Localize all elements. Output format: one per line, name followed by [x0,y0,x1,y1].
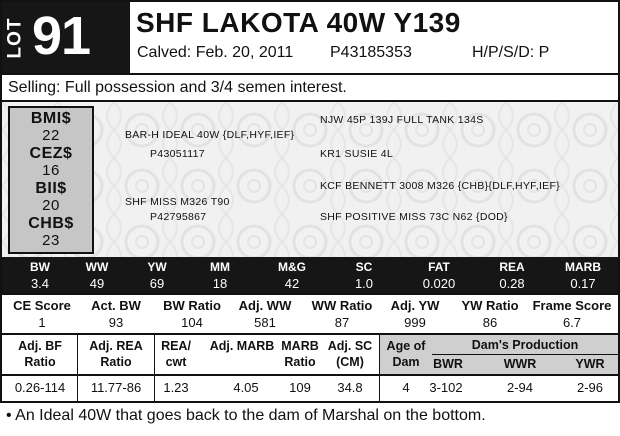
header-line: Adj. REA [89,339,143,353]
actual-adj-ww [230,295,300,331]
value-adj-marb: 4.05 [233,380,259,395]
epd-label: M&G [278,260,306,274]
header-line: Adj. MARB [209,339,275,353]
header-line: Ratio [284,355,316,369]
index-panel [8,106,94,254]
carcass-table [2,335,618,403]
header-bwr: BWR [433,357,463,371]
actual-value: 104 [181,315,203,330]
epd-marb [551,257,615,291]
actual-label: YW Ratio [461,298,519,313]
pedigree-dam: SHF MISS M326 T90 [125,196,230,208]
epd-label: SC [355,260,373,274]
epd-value: 3.4 [30,276,50,291]
pedigree-sire-dam: KR1 SUSIE 4L [320,148,394,160]
footnote: • An Ideal 40W that goes back to the dam of Marshal on the bottom. [6,407,486,424]
value-bwr: 3-102 [429,380,463,395]
epd-value: 42 [284,276,300,291]
epd-value: 0.020 [422,276,456,291]
pedigree-sire-reg: P43051117 [150,148,205,160]
lot-label: LOT [4,17,25,58]
actual-label: WW Ratio [311,298,373,313]
actual-label: Adj. YW [390,298,440,313]
header-adj-marb [207,338,277,354]
header-rea-cwt [156,338,196,370]
value-age-of-dam: 4 [402,380,410,395]
actual-value: 93 [108,315,124,330]
index-label-chb: CHB$ [28,215,74,232]
value-rea-cwt: 1.23 [163,380,189,395]
registration-number: P43185353 [330,44,412,61]
lot-box [2,2,130,73]
epd-label: MM [210,260,230,274]
index-value-bii: 20 [42,197,60,214]
header-line: (CM) [336,355,364,369]
epd-label: BW [30,260,50,274]
actual-label: Adj. WW [238,298,292,313]
calved-date: Calved: Feb. 20, 2011 [137,44,294,61]
selling-terms: Selling: Full possession and 3/4 semen interest. [2,75,618,102]
epd-value: 0.28 [499,276,525,291]
actual-value: 581 [254,315,276,330]
actual-value: 999 [404,315,426,330]
lot-label-wrap [4,6,26,69]
value-adj-sc: 34.8 [337,380,363,395]
animal-name: SHF LAKOTA 40W Y139 [136,7,461,38]
actual-adj-yw [382,295,448,331]
value-adj-rea: 11.77-86 [90,380,142,395]
header-line: Ratio [24,355,56,369]
actual-value: 86 [482,315,498,330]
epd-mg [260,257,324,291]
epd-label: REA [499,260,525,274]
epd-label: YW [147,260,167,274]
actual-ww-ratio [304,295,380,331]
pedigree-panel [2,102,618,257]
header-adj-sc [324,338,376,370]
header-marb-ratio [278,338,322,370]
header-dams-production: Dam's Production [471,338,579,352]
epd-sc [332,257,396,291]
epd-fat [407,257,471,291]
pedigree-dam-sire: KCF BENNETT 3008 M326 {CHB}{DLF,HYF,IEF} [320,180,560,192]
index-value-chb: 23 [42,232,60,249]
dams-production-rule [432,354,618,355]
epd-label: WW [85,260,109,274]
value-adj-bf: 0.26-114 [14,380,66,395]
actual-yw-ratio [452,295,528,331]
header-adj-bf [4,338,76,370]
actual-ce-score [4,295,80,331]
epd-value: 69 [149,276,165,291]
epd-label: MARB [565,260,601,274]
header-age-of-dam [382,338,430,370]
value-wwr: 2-94 [506,380,534,395]
index-label-bii: BII$ [35,180,67,197]
header-line: REA/ [161,339,191,353]
index-label-bmi: BMI$ [30,110,72,127]
actual-value: 6.7 [562,315,582,330]
header-adj-rea [79,338,153,370]
lot-number: 91 [32,6,91,66]
epd-label: FAT [428,260,450,274]
epd-yw [125,257,189,291]
actual-value: 87 [334,315,350,330]
actual-label: Frame Score [532,298,612,313]
value-marb-ratio: 109 [289,380,311,395]
pedigree-dam-dam: SHF POSITIVE MISS 73C N62 {DOD} [320,211,508,223]
header-line: Adj. SC [327,339,373,353]
index-value-cez: 16 [42,162,60,179]
header-line: MARB [281,339,319,353]
index-value-bmi: 22 [42,127,60,144]
actual-frame-score [528,295,616,331]
actual-label: BW Ratio [163,298,221,313]
header-line: Ratio [100,355,132,369]
header-line: cwt [165,355,187,369]
epd-bw [8,257,72,291]
hpsd-status: H/P/S/D: P [472,44,550,61]
header-line: Adj. BF [18,339,62,353]
epd-value: 0.17 [570,276,596,291]
header-line: Dam [392,355,420,369]
actual-bw-ratio [154,295,230,331]
value-ywr: 2-96 [576,380,604,395]
header-ywr: YWR [575,357,605,371]
epd-ww [65,257,129,291]
actual-value: 1 [38,315,46,330]
header-wwr: WWR [503,357,537,371]
epd-value: 1.0 [354,276,374,291]
header-line: Age of [386,339,426,353]
column-divider [154,335,155,401]
actual-label: CE Score [13,298,71,313]
index-label-cez: CEZ$ [29,145,73,162]
actual-label: Act. BW [91,298,141,313]
actual-act-bw [82,295,150,331]
epd-value: 18 [212,276,228,291]
pedigree-sire-sire: NJW 45P 139J FULL TANK 134S [320,114,484,126]
column-divider [379,335,380,401]
pedigree-dam-reg: P42795867 [150,211,207,223]
epd-row [2,257,618,293]
epd-mm [188,257,252,291]
card-header [2,2,618,75]
column-divider [77,335,78,401]
epd-rea [480,257,544,291]
epd-value: 49 [89,276,105,291]
pedigree-sire: BAR-H IDEAL 40W {DLF,HYF,IEF} [125,129,295,141]
actuals-row [2,293,618,335]
